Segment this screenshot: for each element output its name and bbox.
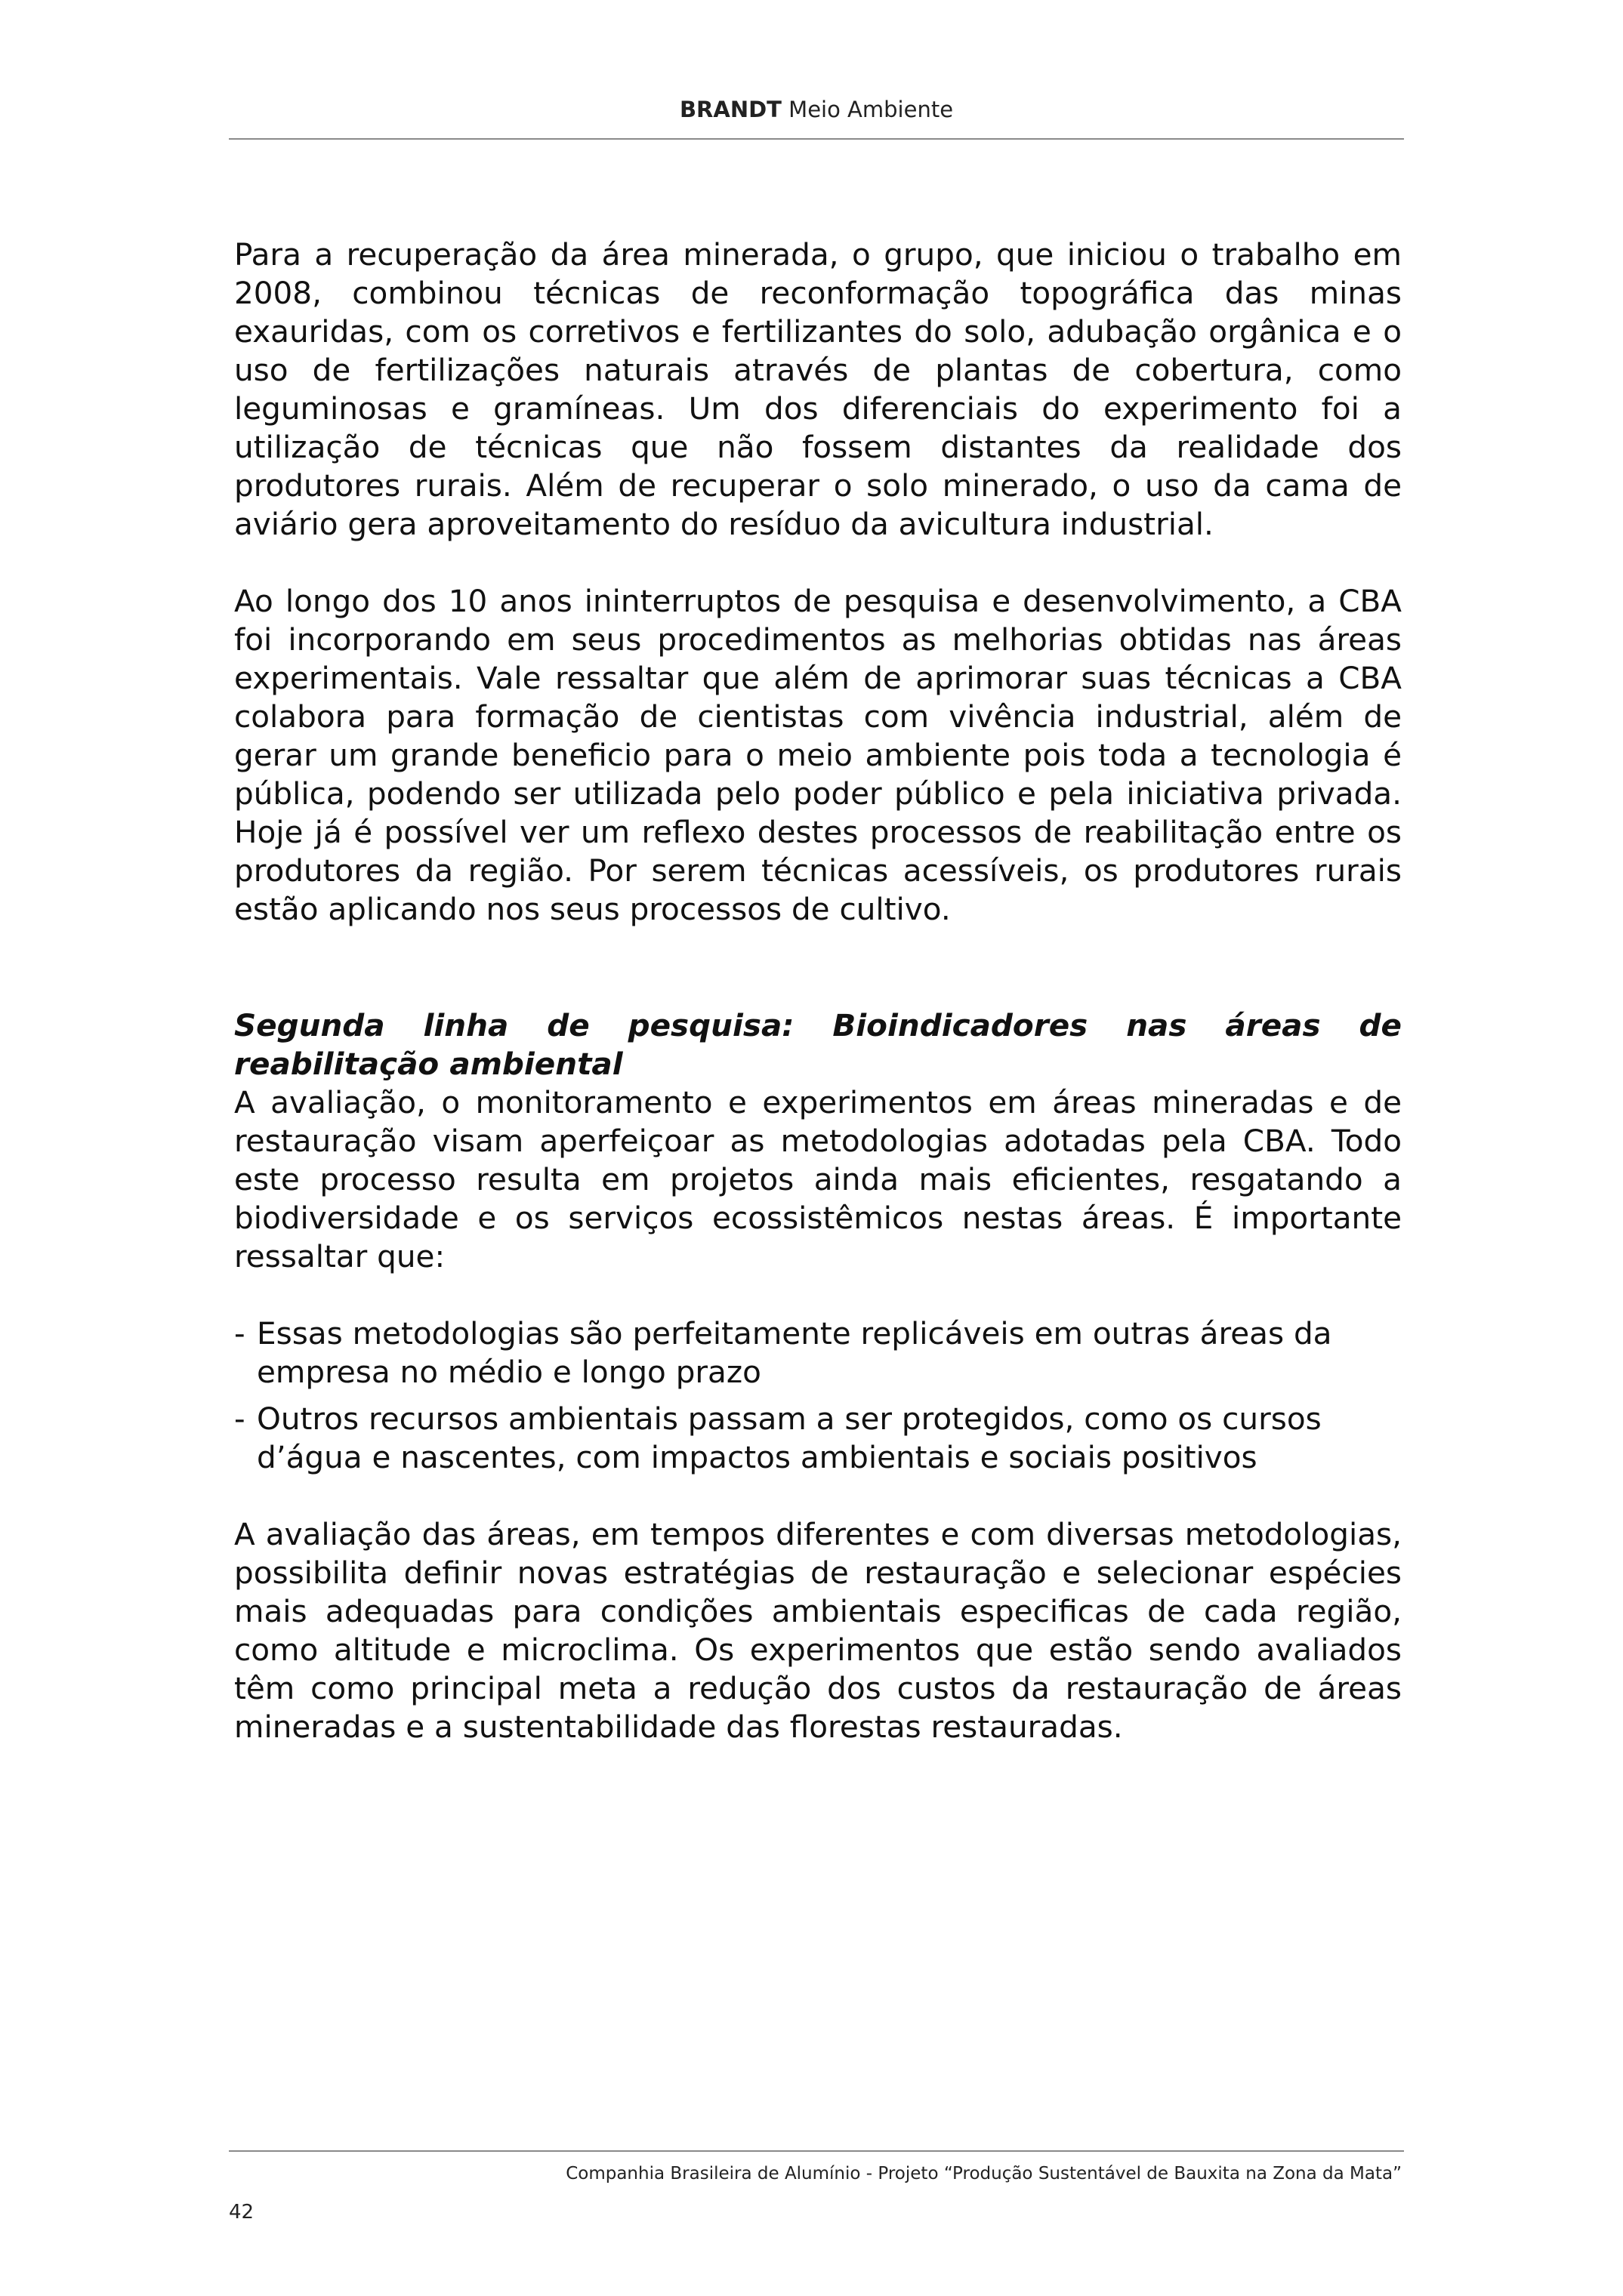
header-divider: [229, 138, 1404, 140]
list-item: [234, 1314, 1390, 1391]
page-header: [229, 97, 1404, 122]
paragraph-strategies: A avaliação das áreas, em tempos diferentes e com diversas metodologias, possibilita definir novas estratégias de restauração e selecionar espécies mais adequadas para condições ambientais especificas de cada região, como altitude e microclima. Os experimentos que estão sendo avaliados têm como principal meta a redução dos custos da restauração de áreas mineradas e a sustentabilidade das florestas restauradas.: [234, 1516, 1402, 1745]
paragraph-evaluation: A avaliação, o monitoramento e experimentos em áreas mineradas e de restauração visam aperfeiçoar as metodologias adotadas pela CBA. Todo este processo resulta em projetos ainda mais eficientes, resgatando a biodiversidade e os serviços ecossistêmicos nestas áreas. É importante ressaltar que:: [234, 1084, 1402, 1274]
header-subtitle: Meio Ambiente: [788, 97, 954, 122]
list-item-text: Outros recursos ambientais passam a ser protegidos, como os cursos d’água e nascentes, com impactos ambientais e sociais positivos: [257, 1401, 1322, 1475]
bullet-list: [234, 1314, 1390, 1477]
bullet-dash: -: [234, 1401, 245, 1437]
footer-divider: [229, 2150, 1404, 2152]
document-body: [234, 236, 1402, 1746]
page-number: 42: [229, 2201, 255, 2224]
bullet-dash: -: [234, 1315, 245, 1351]
list-item-text: Essas metodologias são perfeitamente replicáveis em outras áreas da empresa no médio e longo prazo: [257, 1315, 1332, 1390]
header-brand: BRANDT: [679, 97, 782, 122]
list-item: [234, 1400, 1390, 1477]
footer-caption: Companhia Brasileira de Alumínio - Projeto “Produção Sustentável de Bauxita na Zona da Mata”: [566, 2164, 1402, 2184]
section-heading: Segunda linha de pesquisa: Bioindicadores nas áreas de reabilitação ambiental: [234, 1007, 1402, 1082]
paragraph-research-history: Ao longo dos 10 anos ininterruptos de pesquisa e desenvolvimento, a CBA foi incorporando em seus procedimentos as melhorias obtidas nas áreas experimentais. Vale ressaltar que além de aprimorar suas técnicas a CBA colabora para formação de cientistas com vivência industrial, além de gerar um grande beneficio para o meio ambiente pois toda a tecnologia é pública, podendo ser utilizada pelo poder público e pela iniciativa privada. Hoje já é possível ver um reflexo destes processos de reabilitação entre os produtores da região. Por serem técnicas acessíveis, os produtores rurais estão aplicando nos seus processos de cultivo.: [234, 583, 1402, 927]
paragraph-recovery: Para a recuperação da área minerada, o grupo, que iniciou o trabalho em 2008, combinou técnicas de reconformação topográfica das minas exauridas, com os corretivos e fertilizantes do solo, adubação orgânica e o uso de fertilizações naturais através de plantas de cobertura, como leguminosas e gramíneas. Um dos diferenciais do experimento foi a utilização de técnicas que não fossem distantes da realidade dos produtores rurais. Além de recuperar o solo minerado, o uso da cama de aviário gera aproveitamento do resíduo da avicultura industrial.: [234, 236, 1402, 542]
